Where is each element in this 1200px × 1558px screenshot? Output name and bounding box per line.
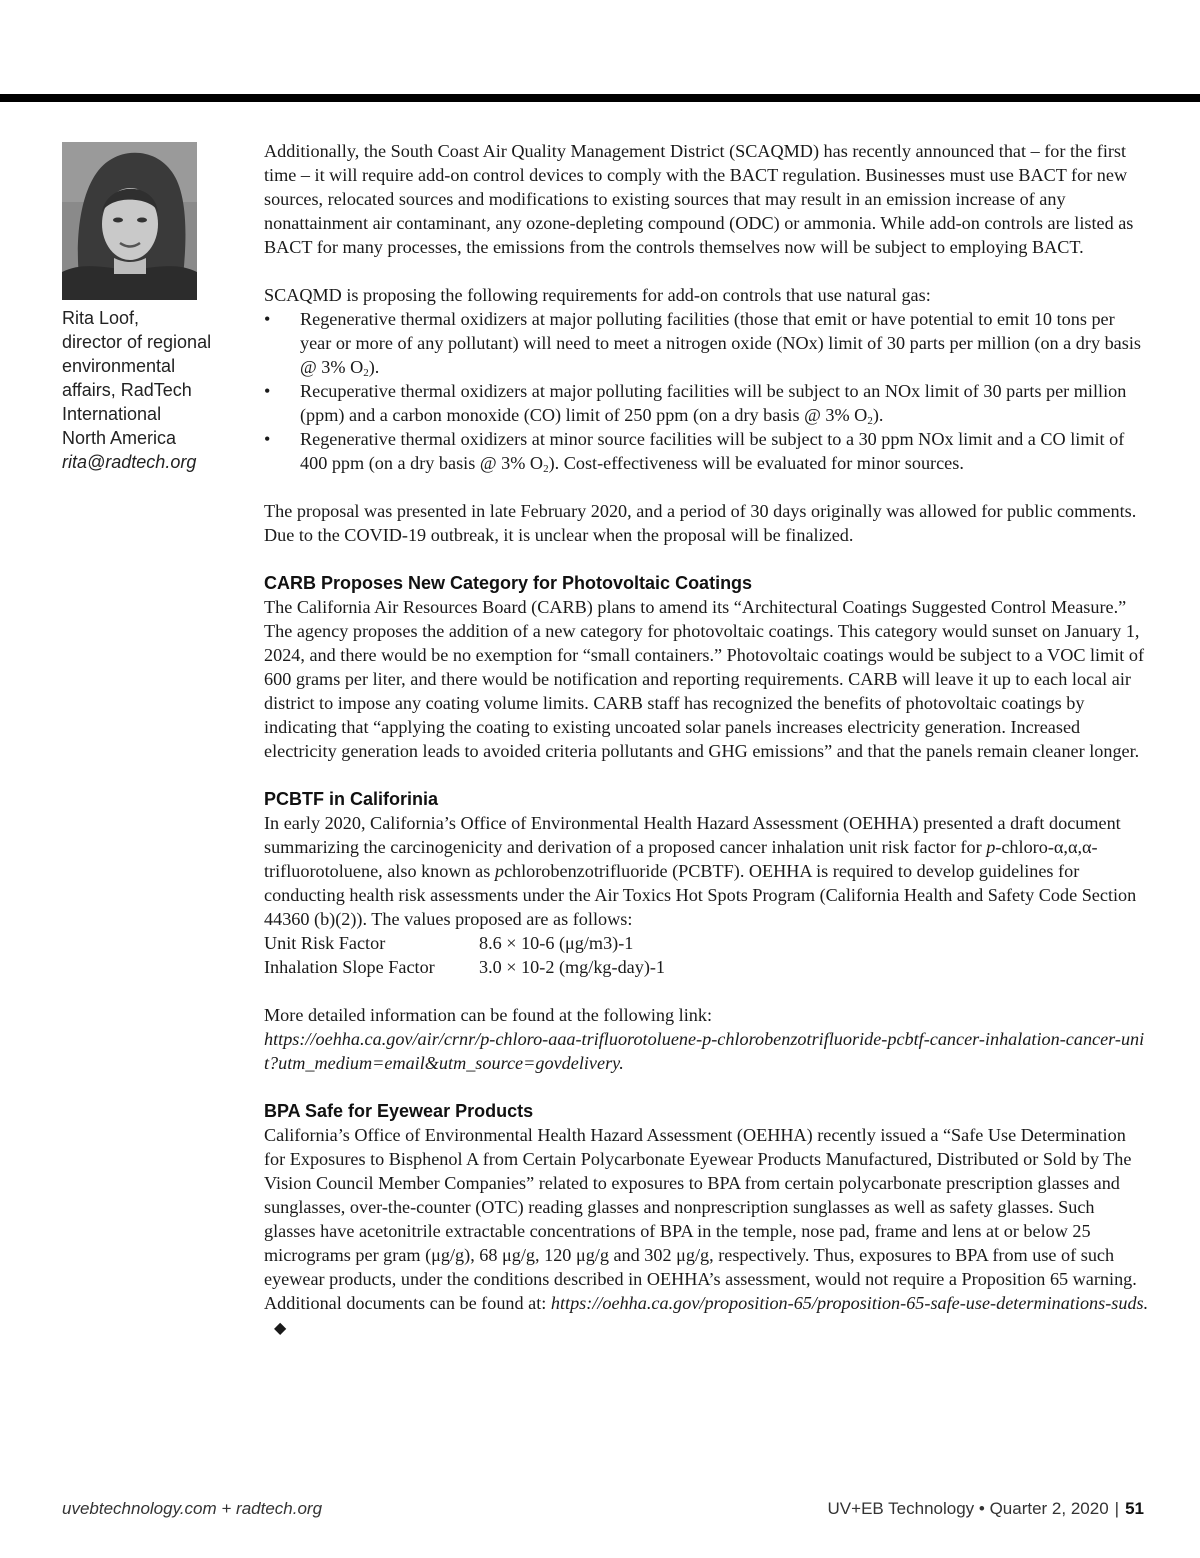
intro-paragraph: Additionally, the South Coast Air Quality Management District (SCAQMD) has recently announced that – for the first time – it will require add-on control devices to comply with the BACT regulation. Businesses must use BACT for new sources, relocated sources and modifications to existing sources that may result in an emission increase of any nonattainment air contaminant, any ozone-depleting compound (ODC) or ammonia. While add-on controls are listed as BACT for many processes, the emissions from the controls themselves now will be subject to employing BACT.: [264, 141, 1134, 257]
page-number: 51: [1125, 1499, 1144, 1518]
oehha-suds-link[interactable]: https://oehha.ca.gov/proposition-65/proposition-65-safe-use-determinations-suds.: [550, 1293, 1149, 1313]
more-info-text: More detailed information can be found at the following link:: [264, 1005, 713, 1025]
factor-label: Unit Risk Factor: [264, 933, 386, 953]
factor-row: [264, 931, 1150, 955]
proposal-paragraph: The proposal was presented in late February 2020, and a period of 30 days originally was allowed for public comments. Due to the COVID-19 outbreak, it is unclear when the proposal will be finalized.: [264, 501, 1137, 545]
end-of-article-diamond-icon: ◆: [274, 1320, 287, 1337]
carb-heading: CARB Proposes New Category for Photovoltaic Coatings: [264, 573, 753, 593]
footer-publication: [828, 1497, 1144, 1521]
author-portrait-image: [62, 142, 197, 300]
oehha-pcbtf-link[interactable]: https://oehha.ca.gov/air/crnr/p-chloro-aaa-trifluorotoluene-p-chlorobenzotrifluoride-pcbtf-cancer-inhalation-cancer-unit?utm_medium=email&utm_source=govdelivery.: [264, 1029, 1145, 1073]
author-title-line: International: [62, 404, 162, 424]
list-item: • Regenerative thermal oxidizers at major polluting facilities (those that emit or have potential to emit 10 tons per year or more of any pollutant) will need to meet a nitrogen oxide (NOx) limit of 30 parts per million (on a dry basis @ 3% $O_2$).: [264, 309, 1141, 379]
author-photo: [62, 142, 197, 300]
list-item: • Regenerative thermal oxidizers at minor source facilities will be subject to a 30 ppm NOx limit and a CO limit of 400 ppm (on a dry basis @ 3% $O_2$). Cost-effectiveness will be evaluated for minor sources.: [264, 429, 1125, 475]
requirements-list: [264, 307, 1150, 475]
footer-separator: |: [1114, 1499, 1120, 1518]
author-caption: [62, 306, 247, 474]
article-body: [264, 139, 1150, 1341]
bpa-heading: BPA Safe for Eyewear Products: [264, 1101, 534, 1121]
factor-value: 3.0 × 10-2 (mg/kg-day)-1: [479, 957, 666, 977]
author-title-line: director of regional: [62, 332, 212, 352]
pcbtf-paragraph: In early 2020, California’s Office of Environmental Health Hazard Assessment (OEHHA) presented a draft document summarizing the carcinogenicity and derivation of a proposed cancer inhalation unit risk factor for p-chloro-α,α,α-trifluorotoluene, also known as pchlorobenzotrifluoride (PCBTF). OEHHA is required to develop guidelines for conducting health risk assessments under the Air Toxics Hot Spots Program (California Health and Safety Code Section 44360 (b)(2)). The values proposed are as follows:: [264, 813, 1137, 929]
bullet-icon: •: [264, 429, 271, 449]
author-sidebar: [62, 142, 247, 474]
footer-issue: UV+EB Technology • Quarter 2, 2020: [827, 1499, 1109, 1518]
header-rule: [0, 94, 1200, 102]
carb-paragraph: The California Air Resources Board (CARB) plans to amend its “Architectural Coatings Suggested Control Measure.” The agency proposes the addition of a new category for photovoltaic coatings. This category would sunset on January 1, 2024, and there would be no exemption for “small containers.” Photovoltaic coatings would be subject to a VOC limit of 600 grams per liter, and there would be notification and reporting requirements. CARB will leave it up to each local air district to impose any coating volume limits. CARB staff has recognized the benefits of photovoltaic coatings by indicating that “applying the coating to existing uncoated solar panels increases electricity generation. Increased electricity generation leads to avoided criteria pollutants and GHG emissions” and that the panels remain cleaner longer.: [264, 597, 1145, 761]
author-email-link[interactable]: rita@radtech.org: [62, 452, 197, 472]
author-name: Rita Loof,: [62, 308, 140, 328]
bullet-icon: •: [264, 381, 271, 401]
pcbtf-heading: PCBTF in Califorinia: [264, 789, 439, 809]
factor-label: Inhalation Slope Factor: [264, 957, 435, 977]
list-item: • Recuperative thermal oxidizers at major polluting facilities will be subject to an NOx limit of 30 parts per million (ppm) and a carbon monoxide (CO) limit of 250 ppm (on a dry basis @ 3% $O_2$).: [264, 381, 1127, 427]
author-title-line: environmental: [62, 356, 176, 376]
intro-lead-paragraph: SCAQMD is proposing the following requirements for add-on controls that use natural gas:: [264, 285, 931, 305]
author-title-line: affairs, RadTech: [62, 380, 192, 400]
bpa-paragraph: California’s Office of Environmental Health Hazard Assessment (OEHHA) recently issued a “Safe Use Determination for Exposures to Bisphenol A from Certain Polycarbonate Eyewear Products Manufactured, Distributed or Sold by The Vision Council Member Companies” related to exposures to BPA from certain polycarbonate prescription glasses and sunglasses, over-the-counter (OTC) reading glasses and nonprescription sunglasses as well as safety glasses. Such glasses have acetonitrile extractable concentrations of BPA in the temple, nose pad, frame and lens at or below 25 micrograms per gram (μg/g), 68 μg/g, 120 μg/g and 302 μg/g, respectively. Thus, exposures to BPA from use of such eyewear products, under the conditions described in OEHHA’s assessment, would not require a Proposition 65 warning. Additional documents can be found at: https://oehha.ca.gov/proposition-65/proposition-65-safe-use-determinations-suds.◆: [264, 1123, 1150, 1341]
author-title-line: North America: [62, 428, 177, 448]
footer-websites: uvebtechnology.com + radtech.org: [62, 1499, 323, 1518]
bullet-icon: •: [264, 309, 271, 329]
factor-row: [264, 955, 1150, 979]
factor-value: 8.6 × 10-6 (μg/m3)-1: [479, 933, 634, 953]
